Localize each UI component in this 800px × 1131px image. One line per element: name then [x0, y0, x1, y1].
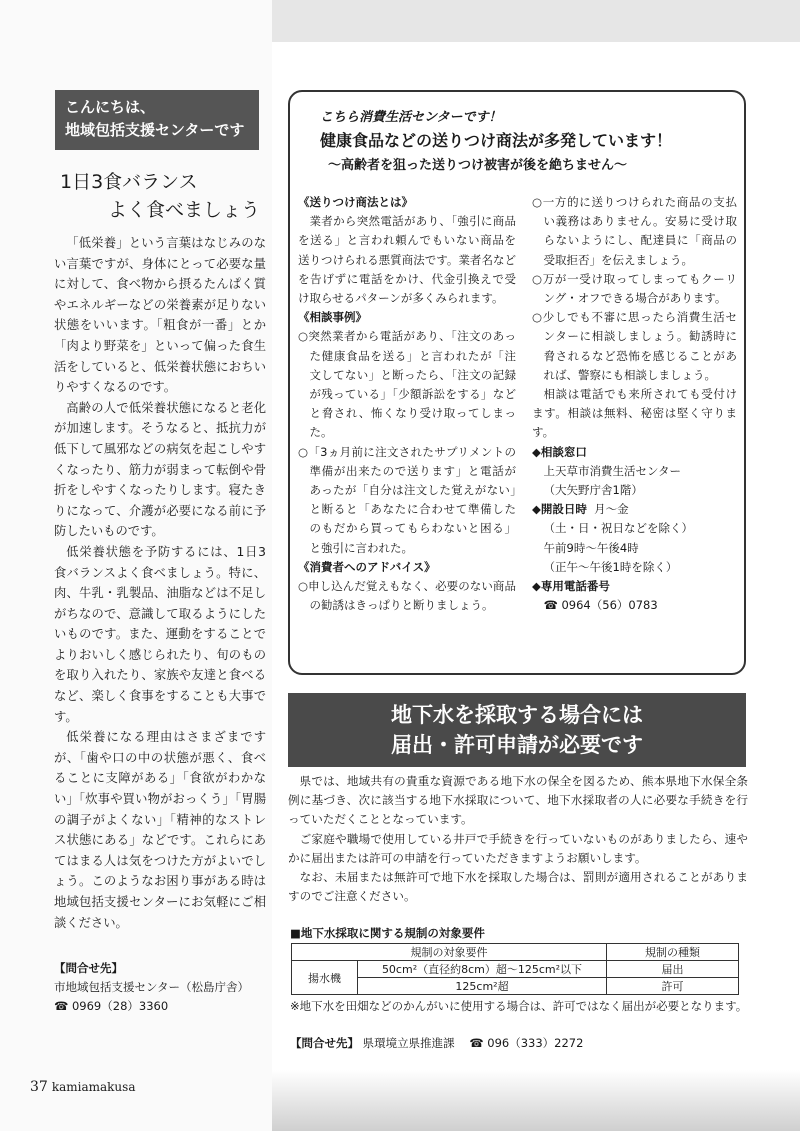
left-contact	[54, 959, 266, 1016]
consumer-center-box	[288, 90, 746, 675]
page-number-value: 37	[30, 1079, 48, 1095]
consumer-left-column	[298, 193, 516, 615]
groundwater-paragraph: ご家庭や職場で使用している井戸で手続きを行っていないものがありましたら、速やかに届出または許可の申請を行っていただきますようお願いします。	[288, 831, 748, 865]
advice-item: ○万が一受け取ってしまってもクーリング・オフできる場合があります。	[532, 271, 737, 306]
left-header-line2: 地域包括支援センターです	[65, 121, 245, 139]
groundwater-paragraph: 県では、地域共有の貴重な資源である地下水の保全を図るため、熊本県地下水保全条例に基づき、次に該当する地下水採取について、地下水採取者の人に必要な手続きを行っていただくこととなっています。	[288, 774, 748, 827]
left-contact-org: 市地域包括支援センター（松島庁舎）	[54, 980, 250, 994]
window-line: （大矢野庁舎1階）	[543, 483, 643, 498]
left-article-title	[60, 168, 260, 224]
advice-item: ○一方的に送りつけられた商品の支払い義務はありません。安易に受け取らないようにし、配達員に「商品の受取拒否」を伝えましょう。	[532, 195, 737, 267]
table-cell-condition: 125cm²超	[358, 978, 607, 995]
table-row-label: 揚水機	[292, 961, 358, 995]
case-item: ○突然業者から電話があり、「注文のあった健康食品を送る」と言われたが「注文してない」と断ったら、「注文の記録が残っている」「少額訴訟をする」などと脅され、怖くなり受け取ってしまった。	[298, 329, 516, 440]
section-heading: 《消費者へのアドバイス》	[298, 559, 436, 574]
left-column	[0, 0, 272, 1131]
groundwater-header	[288, 693, 746, 767]
groundwater-note: ※地下水を田畑などのかんがいに使用する場合は、許可ではなく届出が必要となります。	[290, 999, 748, 1013]
consultation-note: 相談は電話でも来所されても受付けます。相談は無料、秘密は堅く守ります。	[532, 387, 737, 440]
regulation-table	[291, 943, 739, 995]
phone-number: ☎ 0964（56）0783	[543, 598, 658, 613]
groundwater-contact	[290, 1035, 583, 1051]
case-item: ○「3ヵ月前に注文されたサプリメントの準備が出来たので送ります」と電話があったが「自分は注文した覚えがない」と断ると「あなたに合わせて準備したのもだから買ってもらわないと困る」と強引に言われた。	[298, 444, 516, 555]
advice-item: ○少しでも不審に思ったら消費生活センターに相談しましょう。勧誘時に脅されるなど恐怖を感じることがあれば、警察にも相談しましょう。	[532, 310, 737, 382]
gw-contact-org: 県環境立県推進課	[362, 1036, 455, 1050]
table-row	[292, 961, 739, 978]
left-paragraph: 高齢の人で低栄養状態になると老化が加速します。そうなると、抵抗力が低下して風邪などの病気を起こしやすくなったり、筋力が弱まって転倒や骨折をしやすくなったりします。寝たきりになって、介護が必要になる前に予防したいものです。	[54, 400, 266, 539]
phone-heading: ◆専用電話番号	[532, 579, 610, 594]
section-heading: 《送りつけ商法とは》	[298, 195, 413, 209]
table-cell-condition: 50cm²（直径約8cm）超～125cm²以下	[358, 961, 607, 978]
consumer-right-column	[532, 193, 737, 615]
left-title-line2: よく食べましょう	[108, 199, 261, 221]
hours-line: （正午～午後1時を除く）	[543, 559, 678, 574]
bottom-band	[272, 1070, 800, 1131]
consumer-title: 健康食品などの送りつけ商法が多発しています！	[320, 131, 673, 150]
left-paragraph: 低栄養になる理由はさまざまですが、「歯や口の中の状態が悪く、食べることに支障がある」「食欲がわかない」「炊事や買い物がおっくう」「胃腸の調子がよくない」「精神的なストレス状態にある」などです。これらにあてはまる人は気をつけた方がよいでしょう。このようなお困り事がある時は地域包括支援センターにお気軽にご相談ください。	[54, 730, 266, 930]
left-section-header	[55, 90, 259, 150]
window-heading: ◆相談窓口	[532, 444, 587, 459]
left-title-line1: 1日3食バランス	[60, 171, 198, 193]
table-header-requirement: 規制の対象要件	[292, 944, 607, 961]
left-contact-tel: ☎ 0969（28）3360	[54, 999, 169, 1013]
groundwater-paragraph: なお、未届または無許可で地下水を採取した場合は、罰則が適用されることがありますのでご注意ください。	[288, 870, 748, 904]
hours-line: （土・日・祝日などを除く）	[543, 521, 693, 536]
left-contact-head: 【問合せ先】	[54, 961, 123, 975]
groundwater-title-line2: 届出・許可申請が必要です	[391, 733, 643, 757]
top-band	[272, 0, 800, 42]
magazine-name: kamiamakusa	[51, 1080, 136, 1094]
hours-line: 午前9時～午後4時	[543, 540, 639, 555]
table-cell-type: 許可	[607, 978, 739, 995]
table-header-row	[292, 944, 739, 961]
groundwater-body	[288, 772, 748, 906]
table-cell-type: 届出	[607, 961, 739, 978]
gw-contact-head: 【問合せ先】	[290, 1036, 359, 1050]
section-text: 業者から突然電話があり、「強引に商品を送る」と言われ頼んでもいない商品を送りつけられる悪質商法です。業者名などを告げずに電話をかけ、代金引換えで受け取らせるパターンが多くみられます。	[298, 214, 516, 306]
table-header-type: 規制の種類	[607, 944, 739, 961]
consumer-tag: こちら消費生活センターです！	[320, 110, 502, 125]
page-number	[30, 1079, 135, 1095]
left-paragraph: 「低栄養」という言葉はなじみのない言葉ですが、身体にとって必要な量に対して、食べ物から摂るたんぱく質やエネルギーなどの栄養素が足りない状態をいいます。「粗食が一番」とか「肉より野菜を」といって偏った食生活をしていると、低栄養状態におちいりやすくなるのです。	[54, 236, 266, 395]
gw-contact-tel: ☎ 096（333）2272	[469, 1036, 584, 1050]
advice-item: ○申し込んだ覚えもなく、必要のない商品の勧誘はきっぱりと断りましょう。	[298, 579, 516, 613]
window-line: 上天草市消費生活センター	[543, 463, 682, 478]
groundwater-title-line1: 地下水を採取する場合には	[391, 703, 643, 727]
left-article-body	[54, 233, 266, 933]
left-header-line1: こんにちは、	[65, 98, 156, 116]
left-paragraph: 低栄養状態を予防するには、1日3食バランスよく食べましょう。特に、肉、牛乳・乳製品、油脂などは不足しがちなので、意識して取るようにしたいものです。また、運動をすることでよりおいしく感じられたり、旬のものを取り入れたり、家族や友達と食べるなど、楽しく食事をすることも大事です。	[54, 544, 266, 724]
hours-days: 月～金	[594, 502, 629, 517]
table-title: ■地下水採取に関する規制の対象要件	[290, 926, 485, 940]
consumer-subtitle: ～高齢者を狙った送りつけ被害が後を絶ちません～	[328, 158, 628, 173]
hours-heading: ◆開設日時	[532, 502, 587, 517]
section-heading: 《相談事例》	[298, 310, 367, 325]
table-row	[292, 978, 739, 995]
